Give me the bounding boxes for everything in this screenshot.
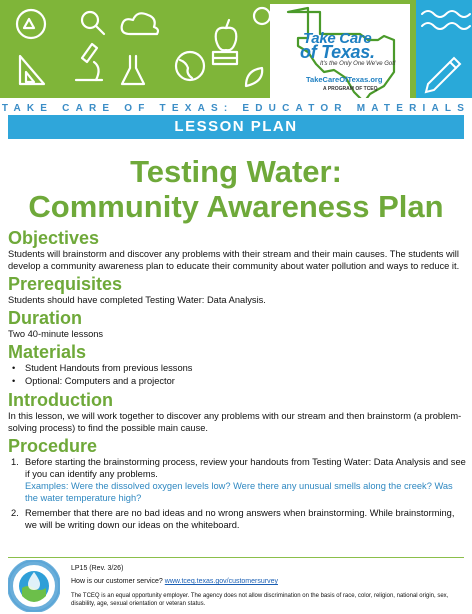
procedure-step: [8, 456, 466, 504]
lesson-content: [8, 228, 466, 534]
list-item: • Student Handouts from previous lessons: [8, 362, 466, 375]
logo-title-line1: Take Care: [303, 30, 372, 47]
step-text: Remember that there are no bad ideas and no wrong answers when brainstorming. While brainstorming, we will be writing down our ideas on the whiteboard.: [25, 508, 455, 530]
procedure-section: [8, 436, 466, 531]
lesson-plan-label: LESSON PLAN: [174, 118, 298, 135]
apple-icon: [216, 28, 237, 51]
materials-section: [8, 342, 466, 388]
objectives-heading: Objectives: [8, 228, 100, 248]
tceq-seal-icon: [8, 560, 60, 612]
materials-list: [8, 362, 466, 388]
step-number: 2.: [11, 508, 19, 518]
prerequisites-heading: Prerequisites: [8, 274, 123, 294]
header-banner: [0, 0, 472, 98]
prerequisites-section: [8, 274, 466, 306]
water-panel: [416, 0, 472, 98]
duration-text: Two 40-minute lessons: [8, 329, 104, 339]
lesson-plan-bar: [8, 115, 464, 139]
flask-icon: [122, 56, 144, 84]
subtitle-bar: [0, 98, 472, 114]
duration-heading: Duration: [8, 308, 82, 328]
equal-opportunity-notice: The TCEQ is an equal opportunity employer. The agency does not allow discrimination on the basis of race, color, religion, national origin, sex, disability, age, sexual orientation or veteran status.: [71, 593, 449, 607]
materials-heading: Materials: [8, 342, 87, 362]
introduction-heading: Introduction: [8, 390, 113, 410]
procedure-list: [8, 456, 466, 531]
survey-prefix: How is our customer service?: [71, 578, 165, 585]
objectives-section: [8, 228, 466, 272]
list-item: • Optional: Computers and a projector: [8, 375, 466, 388]
survey-link[interactable]: www.tceq.texas.gov/customersurvey: [164, 578, 278, 585]
subtitle-text: TAKE CARE OF TEXAS: EDUCATOR MATERIALS: [1, 103, 471, 114]
prerequisites-text: Students should have completed Testing Water: Data Analysis.: [8, 295, 266, 305]
step-number: 1.: [11, 457, 19, 467]
objectives-text: Students will brainstorm and discover any problems with their stream and their main causes. The students will develop a community awareness plan to educate their community about water pollution and ways to reduce it.: [8, 249, 460, 271]
survey-line: [71, 578, 278, 586]
introduction-text: In this lesson, we will work together to discover any problems with our stream and then brainstorm (a problem-solving process) to find the possible main cause.: [8, 411, 462, 433]
page-title: [0, 154, 472, 224]
document-code: LP15 (Rev. 3/26): [71, 565, 124, 572]
logo-title-line2: of Texas.: [300, 42, 375, 62]
lightbulb-icon: [254, 8, 270, 24]
step-text: Before starting the brainstorming process, review your handouts from Testing Water: Data Analysis and see if you can identify any problems.: [25, 457, 466, 479]
duration-section: [8, 308, 466, 340]
microscope-icon: [82, 44, 97, 62]
procedure-heading: Procedure: [8, 436, 98, 456]
title-line2: Community Awareness Plan: [28, 189, 444, 224]
logo-url: TakeCareOfTexas.org: [306, 75, 383, 84]
title-line1: Testing Water:: [130, 154, 342, 189]
step-example: Examples: Were the dissolved oxygen levels low? Were there any unusual smells along the creek? Was the water temperature high?: [25, 481, 453, 503]
cloud-icon: [122, 13, 158, 34]
logo-program: A PROGRAM OF TCEQ: [323, 86, 378, 92]
introduction-section: [8, 390, 466, 434]
logo-tagline: It's the Only One We've Got!: [320, 61, 396, 67]
waves-pencil-icon: [416, 0, 472, 98]
leaf-icon: [246, 68, 262, 86]
footer-divider: [8, 557, 464, 558]
procedure-step: [8, 507, 466, 531]
